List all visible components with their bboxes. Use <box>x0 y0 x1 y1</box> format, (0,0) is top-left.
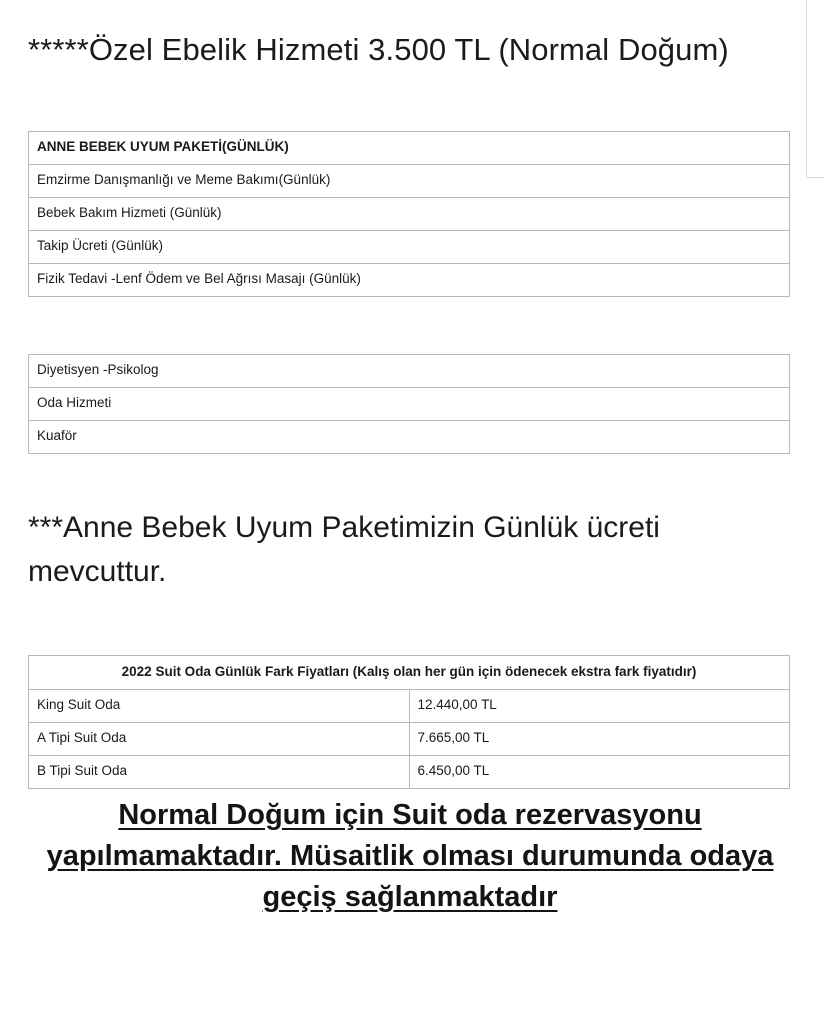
services-table <box>28 354 790 454</box>
services-table-cell: Diyetisyen -Psikolog <box>29 354 790 387</box>
table-row <box>29 755 790 788</box>
price-row-value: 12.440,00 TL <box>409 689 790 722</box>
price-row-label: A Tipi Suit Oda <box>29 722 410 755</box>
table-row <box>29 354 790 387</box>
package-daily-fee-note: ***Anne Bebek Uyum Paketimizin Günlük ücreti mevcuttur. <box>28 510 660 589</box>
reservation-notice: Normal Doğum için Suit oda rezervasyonu yapılmamaktadır. Müsaitlik olması durumunda odaya geçiş sağlanmaktadır <box>46 798 774 914</box>
price-row-value: 6.450,00 TL <box>409 755 790 788</box>
package-table-cell: Fizik Tedavi -Lenf Ödem ve Bel Ağrısı Masajı (Günlük) <box>29 263 790 296</box>
package-table-cell: Emzirme Danışmanlığı ve Meme Bakımı(Günlük) <box>29 164 790 197</box>
table-row <box>29 164 790 197</box>
services-table-cell: Kuaför <box>29 420 790 453</box>
package-table-header: ANNE BEBEK UYUM PAKETİ(GÜNLÜK) <box>29 131 790 164</box>
price-table-title: 2022 Suit Oda Günlük Fark Fiyatları (Kalış olan her gün için ödenecek ekstra fark fiyatıdır) <box>29 655 790 689</box>
suite-price-table <box>28 655 790 789</box>
package-table-cell: Bebek Bakım Hizmeti (Günlük) <box>29 197 790 230</box>
table-row <box>29 387 790 420</box>
table-row <box>29 230 790 263</box>
table-row <box>29 722 790 755</box>
package-table-cell: Takip Ücreti (Günlük) <box>29 230 790 263</box>
price-row-label: B Tipi Suit Oda <box>29 755 410 788</box>
table-row <box>29 197 790 230</box>
package-table <box>28 131 790 297</box>
price-row-label: King Suit Oda <box>29 689 410 722</box>
price-row-value: 7.665,00 TL <box>409 722 790 755</box>
table-header-row <box>29 655 790 689</box>
table-row <box>29 689 790 722</box>
table-header-row <box>29 131 790 164</box>
services-table-cell: Oda Hizmeti <box>29 387 790 420</box>
table-row <box>29 420 790 453</box>
page-edge-artifact <box>806 0 824 178</box>
page-title: *****Özel Ebelik Hizmeti 3.500 TL (Normal Doğum) <box>28 32 729 67</box>
table-row <box>29 263 790 296</box>
